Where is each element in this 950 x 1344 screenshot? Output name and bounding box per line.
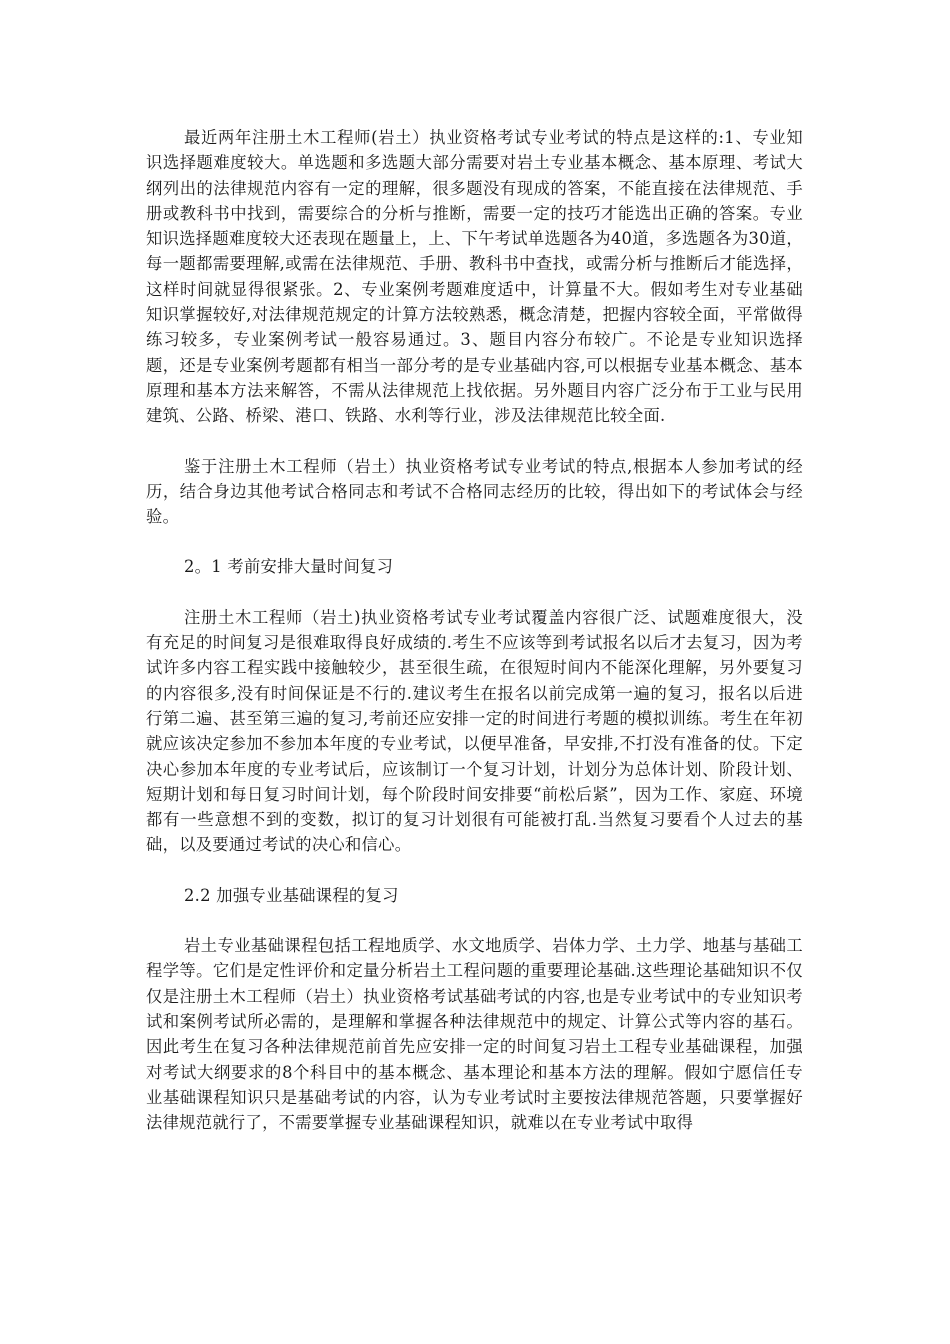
paragraph-spacer [146,580,803,605]
paragraph-spacer [146,529,803,554]
paragraph-introduction: 鉴于注册土木工程师（岩土）执业资格考试专业考试的特点,根据本人参加考试的经历，结合身边其他考试合格同志和考试不合格同志经历的比较，得出如下的考试体会与经验。 [146,456,803,527]
paragraph-foundation-courses: 岩土专业基础课程包括工程地质学、水文地质学、岩体力学、土力学、地基与基础工程学等。它们是定性评价和定量分析岩土工程问题的重要理论基础.这些理论基础知识不仅仅是注册土木工程师（岩土）执业资格考试基础考试的内容,也是专业考试中的专业知识考试和案例考试所必需的，是理解和掌握各种法律规范中的规定、计算公式等内容的基石。因此考生在复习各种法律规范前首先应安排一定的时间复习岩土工程专业基础课程，加强对考试大纲要求的8个科目中的基本概念、基本理论和基本方法的理解。假如宁愿信任专业基础课程知识只是基础考试的内容，认为专业考试时主要按法律规范答题，只要掌握好法律规范就行了，不需要掌握专业基础课程知识，就难以在专业考试中取得 [146,936,803,1133]
paragraph-exam-features: 最近两年注册土木工程师(岩土）执业资格考试专业考试的特点是这样的:1、专业知识选择题难度较大。单选题和多选题大部分需要对岩土专业基本概念、基本原理、考试大纲列出的法律规范内容有一定的理解，很多题没有现成的答案，不能直接在法律规范、手册或教科书中找到，需要综合的分析与推断，需要一定的技巧才能选出正确的答案。专业知识选择题难度较大还表现在题量上，上、下午考试单选题各为40道，多选题各为30道，每一题都需要理解,或需在法律规范、手册、教科书中查找，或需分析与推断后才能选择，这样时间就显得很紧张。2、专业案例考题难度适中，计算量不大。假如考生对专业基础知识掌握较好,对法律规范规定的计算方法较熟悉，概念清楚，把握内容较全面，平常做得练习较多，专业案例考试一般容易通过。3、题目内容分布较广。不论是专业知识选择题，还是专业案例考题都有相当一部分考的是专业基础内容,可以根据专业基本概念、基本原理和基本方法来解答，不需从法律规范上找依据。另外题目内容广泛分布于工业与民用建筑、公路、桥梁、港口、铁路、水利等行业，涉及法律规范比较全面. [146,128,803,426]
section-heading-2-1: 2。1 考前安排大量时间复习 [184,557,394,577]
paragraph-spacer [146,429,803,454]
paragraph-review-time: 注册土木工程师（岩土)执业资格考试专业考试覆盖内容很广泛、试题难度很大，没有充足的时间复习是很难取得良好成绩的.考生不应该等到考试报名以后才去复习，因为考试许多内容工程实践中接触较少，甚至很生疏，在很短时间内不能深化理解，另外要复习的内容很多,没有时间保证是不行的.建议考生在报名以前完成第一遍的复习，报名以后进行第二遍、甚至第三遍的复习,考前还应安排一定的时间进行考题的模拟训练。考生在年初就应该决定参加不参加本年度的专业考试，以便早准备，早安排,不打没有准备的仗。下定决心参加本年度的专业考试后，应该制订一个复习计划，计划分为总体计划、阶段计划、短期计划和每日复习时间计划，每个阶段时间安排要“前松后紧”，因为工作、家庭、环境都有一些意想不到的变数，拟订的复习计划很有可能被打乱.当然复习要看个人过去的基础，以及要通过考试的决心和信心。 [146,607,803,855]
paragraph-spacer [146,858,803,883]
document-page [146,125,803,1135]
paragraph-spacer [146,908,803,933]
section-heading-2-2: 2.2 加强专业基础课程的复习 [184,885,399,905]
